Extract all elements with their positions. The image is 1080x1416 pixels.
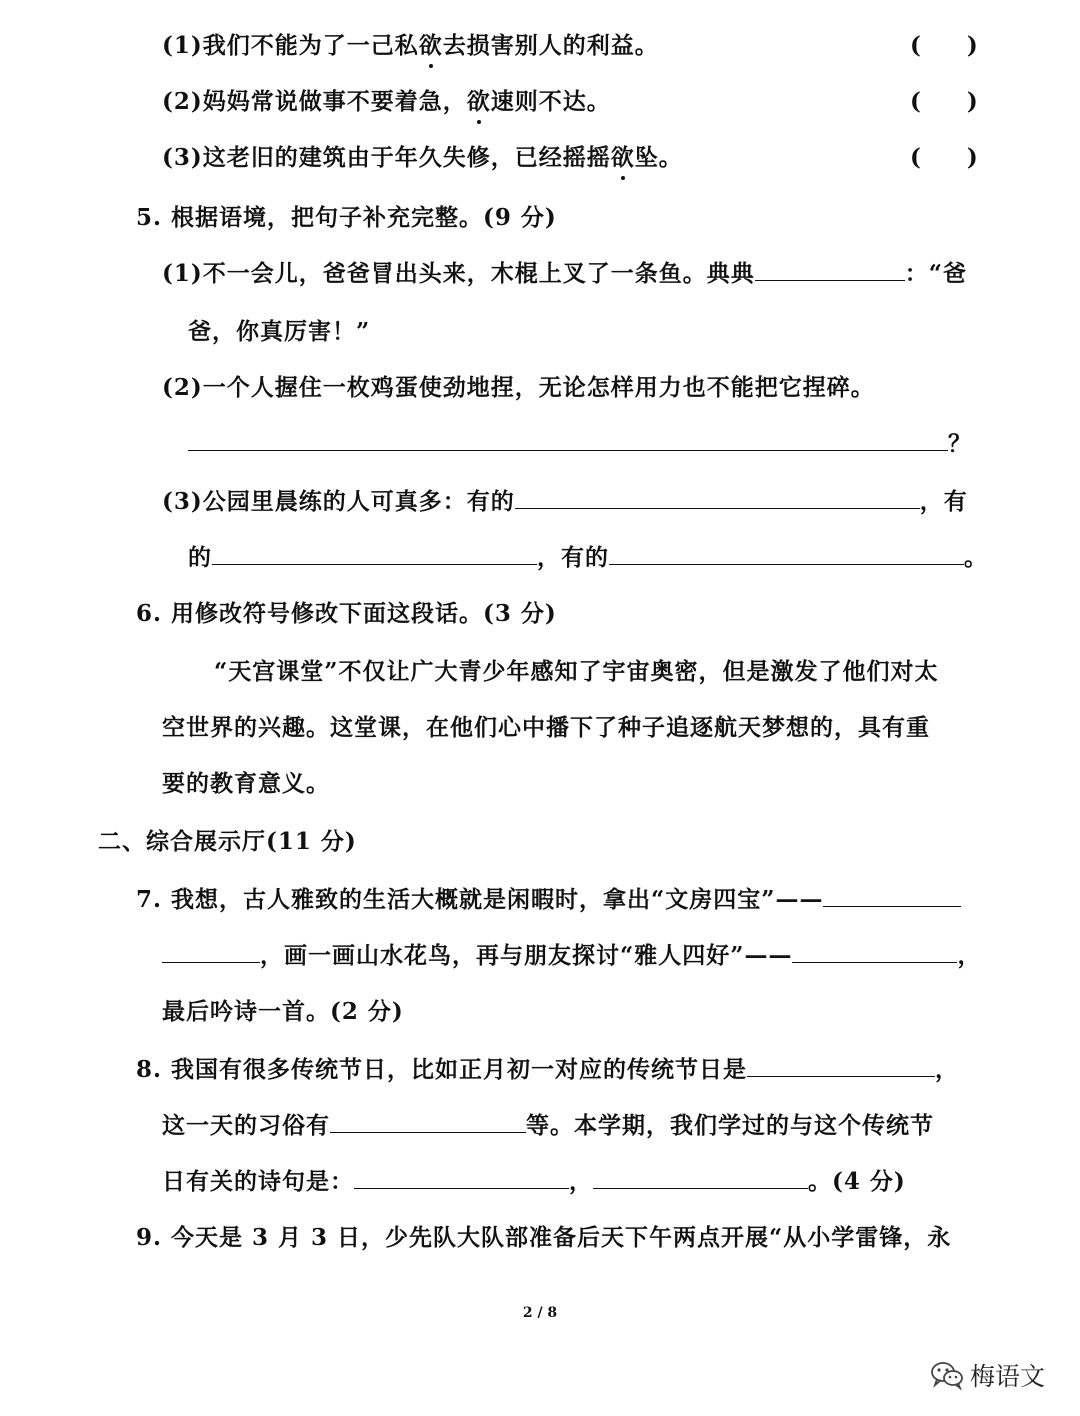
q8-line-1: 8. 我国有很多传统节日，比如正月初一对应的传统节日是 ， [136, 1056, 960, 1083]
q4-item-3: (3)这老旧的建筑由于年久失修，已经摇摇欲坠。 [162, 142, 683, 174]
q5-item-1-cont: 爸，你真厉害！” [188, 318, 371, 345]
emphasis-dot-char: 欲 [611, 142, 635, 174]
q7-line-1: 7. 我想，古人雅致的生活大概就是闲暇时，拿出“文房四宝”—— [136, 884, 961, 916]
q5-item-2: (2)一个人握住一枚鸡蛋使劲地捏，无论怎样用力也不能把它捏碎。 [162, 374, 875, 401]
answer-blank[interactable] [792, 940, 957, 963]
q6-paragraph-line: “天宫课堂”不仅让广大青少年感知了宇宙奥密，但是激发了他们对太 [214, 658, 939, 685]
answer-paren[interactable]: ( ) [910, 32, 978, 59]
answer-paren[interactable]: ( ) [910, 144, 978, 171]
q6-paragraph-line: 空世界的兴趣。这堂课，在他们心中播下了种子追逐航天梦想的，具有重 [162, 714, 930, 741]
answer-blank[interactable] [212, 542, 537, 565]
answer-blank[interactable] [330, 1110, 526, 1133]
answer-paren[interactable]: ( ) [910, 88, 978, 115]
q7-line-2: ，画一画山水花鸟，再与朋友探讨“雅人四好”—— ， [162, 940, 981, 972]
q9-line-1: 9. 今天是 3 月 3 日，少先队大队部准备后天下午两点开展“从小学雷锋，永 [136, 1224, 952, 1251]
watermark-text: 梅语文 [970, 1362, 1046, 1391]
q8-line-3: 日有关的诗句是： ， 。(4 分) [162, 1168, 906, 1195]
emphasis-dot-char: 欲 [467, 86, 491, 118]
q6-title: 6. 用修改符号修改下面这段话。(3 分) [136, 600, 557, 627]
q5-item-3-cont: 的 ，有的 。 [188, 544, 988, 571]
q5-title: 5. 根据语境，把句子补充完整。(9 分) [136, 204, 557, 231]
answer-blank[interactable] [354, 1166, 569, 1189]
q7-line-3: 最后吟诗一首。(2 分) [162, 998, 404, 1025]
answer-blank[interactable] [823, 884, 961, 907]
q5-item-2-answer: ？ [188, 428, 972, 460]
answer-blank[interactable] [593, 1166, 808, 1189]
answer-blank[interactable] [755, 258, 905, 281]
answer-blank[interactable] [188, 428, 948, 451]
answer-blank[interactable] [515, 486, 920, 509]
answer-blank[interactable] [162, 940, 260, 963]
section-2-heading: 二、综合展示厅(11 分) [98, 828, 357, 855]
q6-paragraph-line: 要的教育意义。 [162, 770, 330, 797]
emphasis-dot-char: 欲 [419, 30, 443, 62]
q4-item-2: (2)妈妈常说做事不要着急，欲速则不达。 [162, 86, 611, 118]
watermark [930, 1355, 1045, 1395]
page-number: 2 / 8 [522, 1305, 558, 1321]
wechat-icon [930, 1360, 964, 1390]
answer-blank[interactable] [747, 1054, 935, 1077]
q8-line-2: 这一天的习俗有 等。本学期，我们学过的与这个传统节 [162, 1112, 934, 1139]
q4-item-1: (1)我们不能为了一己私欲去损害别人的利益。 [162, 30, 659, 62]
q5-item-1: (1)不一会儿，爸爸冒出头来，木棍上叉了一条鱼。典典 ：“爸 [162, 260, 968, 287]
q5-item-3: (3)公园里晨练的人可真多：有的 ，有 [162, 488, 968, 515]
answer-blank[interactable] [609, 542, 964, 565]
